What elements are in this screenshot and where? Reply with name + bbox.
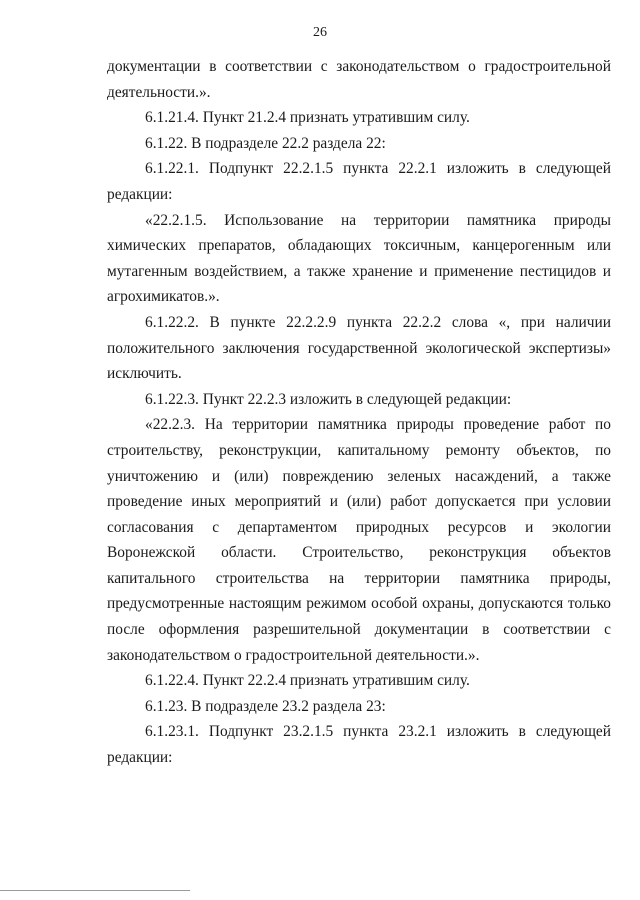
- paragraph-6-1-22-3: 6.1.22.3. Пункт 22.2.3 изложить в следующей редакции:: [145, 390, 512, 408]
- paragraph-6-1-23-1: 6.1.23.1. Подпункт 23.2.1.5 пункта 23.2.1 изложить в следующей редакции:: [107, 723, 611, 767]
- paragraph-6-1-23: 6.1.23. В подразделе 23.2 раздела 23:: [145, 697, 386, 715]
- paragraph-quote-22-2-3: «22.2.3. На территории памятника природы проведение работ по строительству, реконструкции, капитальному ремонту объектов, по уничтожению и (или) повреждению зеленых насаждений, а также проведение иных мероприятий и (или) работ допускается при условии согласования с департаментом природных ресурсов и экологии Воронежской области. Строительство, реконструкция объектов капитального строительства на территории памятника природы, предусмотренные настоящим режимом особой охраны, допускаются только после оформления разрешительной документации в соответствии с законодательством о градостроительной деятельности.».: [107, 416, 611, 664]
- paragraph-6-1-22-4: 6.1.22.4. Пункт 22.2.4 признать утратившим силу.: [145, 672, 470, 690]
- paragraph-quote-22-2-1-5: «22.2.1.5. Использование на территории памятника природы химических препаратов, обладающих токсичным, канцерогенным или мутагенным воздействием, а также хранение и применение пестицидов и агрохимикатов.».: [107, 211, 611, 306]
- paragraph-6-1-22-2: 6.1.22.2. В пункте 22.2.2.9 пункта 22.2.2 слова «, при наличии положительного заключения государственной экологической экспертизы» исключить.: [107, 313, 611, 383]
- paragraph-6-1-22-1: 6.1.22.1. Подпункт 22.2.1.5 пункта 22.2.1 изложить в следующей редакции:: [107, 160, 611, 203]
- bottom-divider: [0, 890, 190, 891]
- paragraph-6-1-22: 6.1.22. В подразделе 22.2 раздела 22:: [145, 134, 386, 152]
- paragraph-6-1-21-4: 6.1.21.4. Пункт 21.2.4 признать утратившим силу.: [145, 109, 470, 127]
- paragraph-continuation: документации в соответствии с законодательством о градостроительной деятельности.».: [107, 58, 611, 101]
- page-number: 26: [313, 25, 327, 40]
- document-body: [107, 54, 611, 771]
